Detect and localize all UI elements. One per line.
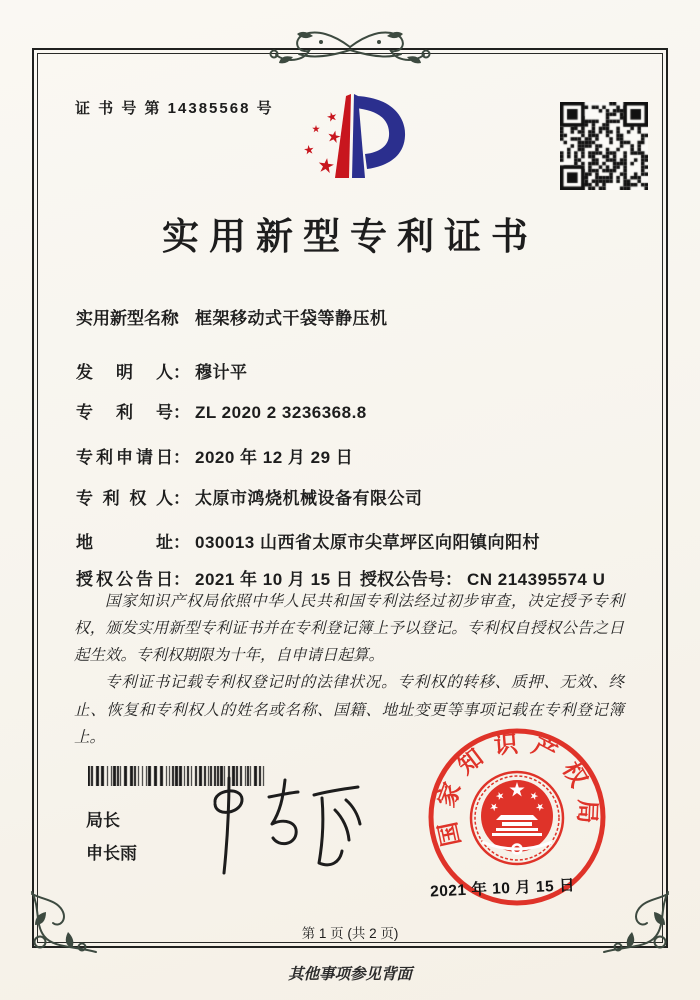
field-label: 专利申请日 bbox=[76, 448, 173, 467]
field-row-grant-date bbox=[76, 565, 606, 590]
field-row-patentee bbox=[76, 484, 423, 509]
legal-paragraph-2: 专利证书记载专利权登记时的法律状况。专利权的转移、质押、无效、终止、恢复和专利权人的姓名或名称、国籍、地址变更等事项记载在专利登记簿上。 bbox=[74, 674, 624, 746]
field-colon: ： bbox=[173, 403, 190, 422]
signer-block bbox=[86, 804, 137, 870]
field-pair-grant-number bbox=[360, 565, 605, 590]
field-label: 实用新型名称 bbox=[76, 309, 178, 328]
field-row-patent-number bbox=[76, 398, 367, 423]
cnipa-logo-icon bbox=[281, 84, 419, 196]
field-value: 030013 山西省太原市尖草坪区向阳镇向阳村 bbox=[195, 533, 540, 552]
field-row-utility-model-name bbox=[76, 304, 388, 329]
field-colon: ： bbox=[173, 309, 190, 328]
field-row-filing-date bbox=[76, 443, 353, 468]
legal-paragraph-1: 国家知识产权局依照中华人民共和国专利法经过初步审查，决定授予专利权，颁发实用新型专利证书并在专利登记簿上予以登记。专利权自授权公告之日起生效。专利权期限为十年，自申请日起算。 bbox=[74, 593, 624, 665]
field-label: 授权公告号 bbox=[360, 570, 445, 589]
field-label: 发明人 bbox=[76, 363, 173, 382]
field-label: 授权公告日 bbox=[76, 570, 173, 589]
field-row-inventor bbox=[76, 358, 248, 383]
field-colon: ： bbox=[173, 533, 190, 552]
seal-ring-text: 国家知识产权局 bbox=[433, 730, 600, 849]
certificate-title: 实用新型专利证书 bbox=[162, 217, 538, 258]
signer-title: 局长 bbox=[86, 811, 120, 830]
field-value: 太原市鸿烧机械设备有限公司 bbox=[195, 489, 423, 508]
field-colon: ： bbox=[445, 570, 462, 589]
field-row-address bbox=[76, 528, 540, 553]
field-label: 地址 bbox=[76, 533, 173, 552]
certificate-number: 证 书 号 第 14385568 号 bbox=[75, 100, 274, 117]
field-colon: ： bbox=[173, 363, 190, 382]
field-value: CN 214395574 U bbox=[467, 570, 606, 589]
seal-date: 2021 年 10 月 15 日 bbox=[429, 877, 576, 901]
field-label: 专利权人 bbox=[76, 489, 173, 508]
field-value: ZL 2020 2 3236368.8 bbox=[195, 403, 367, 422]
field-label: 专利号 bbox=[76, 403, 173, 422]
field-colon: ： bbox=[173, 570, 190, 589]
field-value: 2021 年 10 月 15 日 bbox=[195, 570, 354, 589]
commissioner-signature-icon bbox=[185, 772, 370, 877]
page-number: 第 1 页 (共 2 页) bbox=[301, 926, 399, 941]
field-value: 框架移动式干袋等静压机 bbox=[195, 309, 388, 328]
field-colon: ： bbox=[173, 489, 190, 508]
signer-name: 申长雨 bbox=[86, 844, 137, 864]
qr-code bbox=[560, 102, 648, 190]
field-value: 穆计平 bbox=[195, 363, 248, 382]
field-colon: ： bbox=[173, 448, 190, 467]
field-value: 2020 年 12 月 29 日 bbox=[195, 448, 354, 467]
back-side-note: 其他事项参见背面 bbox=[287, 966, 412, 983]
top-flourish-ornament-icon bbox=[253, 25, 447, 69]
